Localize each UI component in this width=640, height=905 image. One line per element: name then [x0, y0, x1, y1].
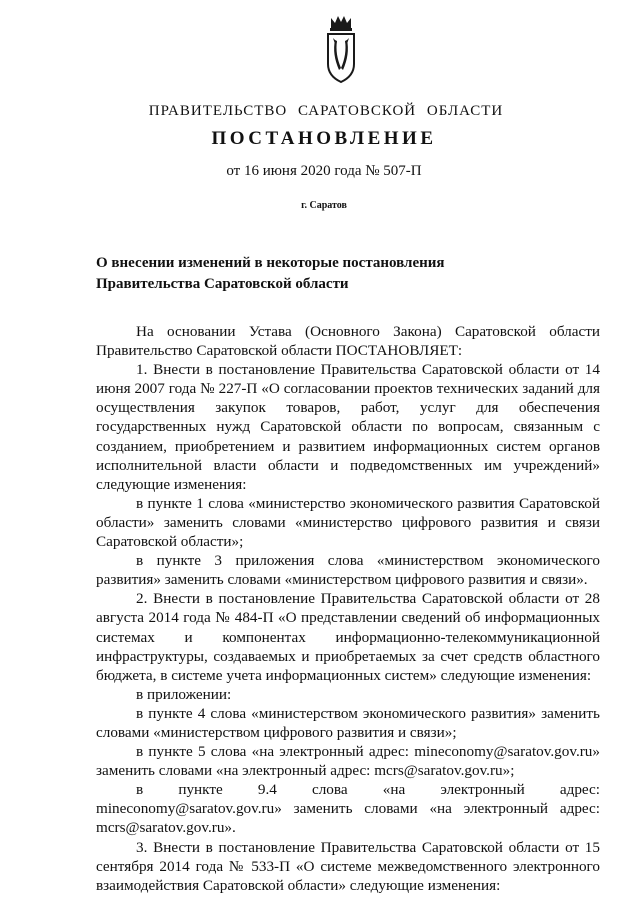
document-subject [96, 253, 536, 295]
clause-2-change-2: в пункте 5 слова «на электронный адрес: mineconomy@saratov.gov.ru» заменить словами «на электронный адрес: mcrs@saratov.gov.ru»; [96, 743, 600, 780]
subject-line-1: О внесении изменений в некоторые постановления [96, 255, 445, 271]
saratov-coat-of-arms-icon [318, 14, 364, 86]
document-city: г. Саратов [301, 200, 347, 211]
clause-2-paragraph: 2. Внести в постановление Правительства Саратовской области от 28 августа 2014 года № 484-П «О представлении сведений об информационных системах и компонентах информационно-телекоммуникационной инфраструктуры, создаваемых и приобретаемых за счет средств областного бюджета, в системе учета информационных систем» следующие изменения: [96, 590, 600, 684]
clause-1-change-2: в пункте 3 приложения слова «министерством экономического развития» заменить словами «министерством цифрового развития и связи». [96, 552, 600, 589]
clause-2-appendix-intro: в приложении: [136, 685, 232, 703]
document-type: ПОСТАНОВЛЕНИЕ [211, 128, 437, 149]
preamble-paragraph: На основании Устава (Основного Закона) Саратовской области Правительство Саратовской области ПОСТАНОВЛЯЕТ: [96, 323, 600, 360]
subject-line-2: Правительства Саратовской области [96, 276, 349, 292]
clause-2-change-3: в пункте 9.4 слова «на электронный адрес: mineconomy@saratov.gov.ru» заменить словами «на электронный адрес: mcrs@saratov.gov.ru». [96, 781, 600, 837]
clause-1-change-1: в пункте 1 слова «министерство экономического развития Саратовской области» заменить словами «министерство цифрового развития и связи Саратовской области»; [96, 494, 600, 551]
government-title: ПРАВИТЕЛЬСТВО САРАТОВСКОЙ ОБЛАСТИ [148, 103, 504, 119]
clause-1-paragraph: 1. Внести в постановление Правительства Саратовской области от 14 июня 2007 года № 227-П «О согласовании проектов технических заданий для осуществления закупок товаров, работ, услуг для обеспечения государственных нужд Саратовской области по вопросам, связанным с созданием, приобретением и развитием информационных систем органов исполнительной власти области и подведомственных им учреждений» следующие изменения: [96, 361, 600, 493]
clause-3-paragraph: 3. Внести в постановление Правительства Саратовской области от 15 сентября 2014 года № 533-П «О системе межведомственного электронного взаимодействия Саратовской области» следующие изменения: [96, 838, 600, 894]
document-body [96, 322, 600, 895]
clause-2-change-1: в пункте 4 слова «министерством экономического развития» заменить словами «министерством цифрового развития и связи»; [96, 704, 600, 741]
document-date-number: от 16 июня 2020 года № 507-П [226, 163, 422, 179]
